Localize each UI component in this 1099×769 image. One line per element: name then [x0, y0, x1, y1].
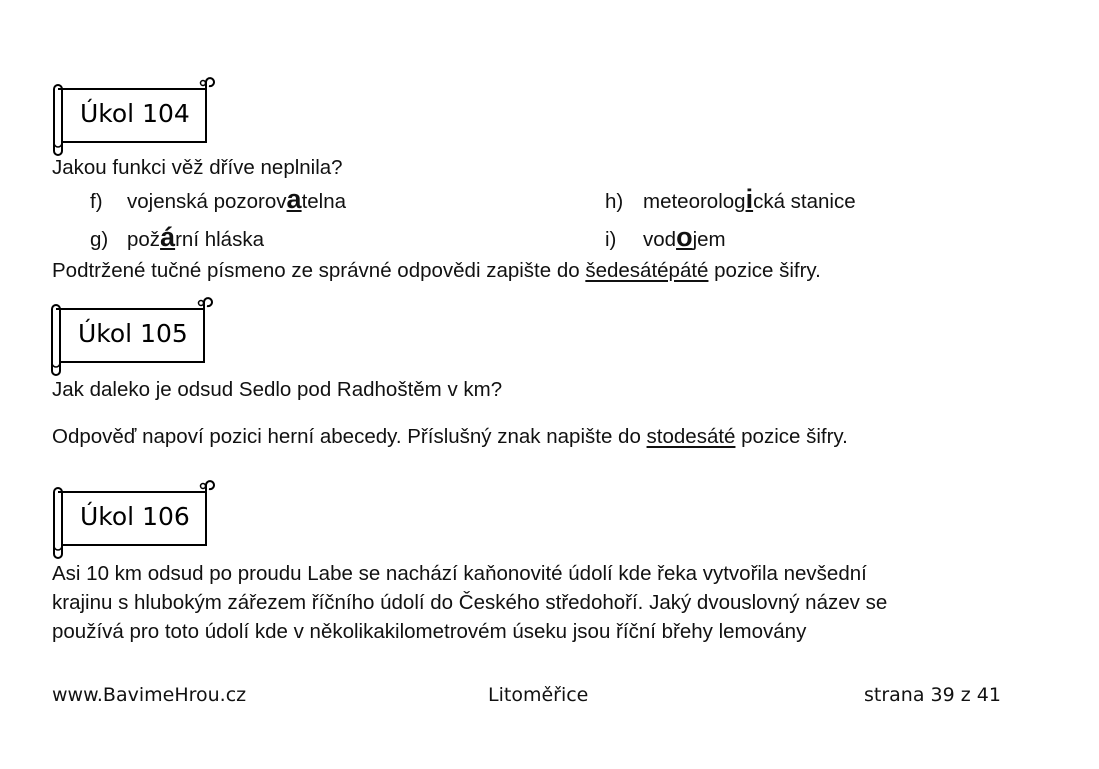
instruction-position: šedesátépáté	[585, 259, 709, 282]
instruction-text: Podtržené tučné písmeno ze správné odpovědi zapište do	[52, 259, 586, 282]
task-instruction	[52, 425, 848, 449]
option-text	[643, 222, 726, 252]
task-paragraph-line: používá pro toto údolí kde v několikakilometrovém úseku jsou říční břehy lemovány	[52, 620, 807, 643]
instruction-position: stodesáté	[646, 425, 736, 448]
option-text-post: cká stanice	[753, 190, 856, 213]
instruction-text: Odpověď napoví pozici herní abecedy. Příslušný znak napište do	[52, 425, 647, 448]
footer-location: Litoměřice	[488, 684, 589, 706]
option-text-post: jem	[692, 228, 726, 251]
option-letter: i)	[605, 228, 617, 251]
option-text	[643, 184, 856, 214]
option-text	[127, 222, 264, 252]
task-105-banner	[48, 297, 228, 377]
option-text-pre: vod	[643, 228, 677, 251]
option-text-pre: pož	[127, 228, 161, 251]
option-highlight-letter: a	[286, 184, 302, 214]
task-paragraph-line: krajinu s hlubokým zářezem říčního údolí do Českého středohoří. Jaký dvouslovný název se	[52, 591, 888, 614]
option-text-pre: meteorolog	[643, 190, 746, 213]
task-instruction	[52, 259, 821, 283]
instruction-text-end: pozice šifry.	[735, 425, 848, 448]
task-106-banner	[50, 480, 230, 560]
task-paragraph-line: Asi 10 km odsud po proudu Labe se nachází kaňonovité údolí kde řeka vytvořila nevšední	[52, 562, 867, 585]
task-question: Jakou funkci věž dříve neplnila?	[52, 156, 343, 179]
instruction-text-end: pozice šifry.	[708, 259, 821, 282]
task-title: Úkol 106	[80, 502, 190, 531]
task-question: Jak daleko je odsud Sedlo pod Radhoštěm v km?	[52, 378, 503, 401]
option-highlight-letter: á	[160, 222, 176, 252]
option-letter: h)	[605, 190, 624, 213]
task-title: Úkol 104	[80, 99, 190, 128]
option-highlight-letter: o	[676, 222, 693, 252]
option-highlight-letter: i	[745, 184, 754, 214]
task-title: Úkol 105	[78, 319, 188, 348]
option-letter: g)	[90, 228, 109, 251]
option-text-post: rní hláska	[175, 228, 264, 251]
option-text	[127, 184, 347, 214]
task-104-banner	[50, 77, 230, 157]
option-text-pre: vojenská pozorov	[127, 190, 287, 213]
footer-website: www.BavimeHrou.cz	[52, 684, 247, 706]
footer-page-number: strana 39 z 41	[864, 684, 1001, 706]
option-letter: f)	[90, 190, 103, 213]
option-text-post: telna	[301, 190, 347, 213]
